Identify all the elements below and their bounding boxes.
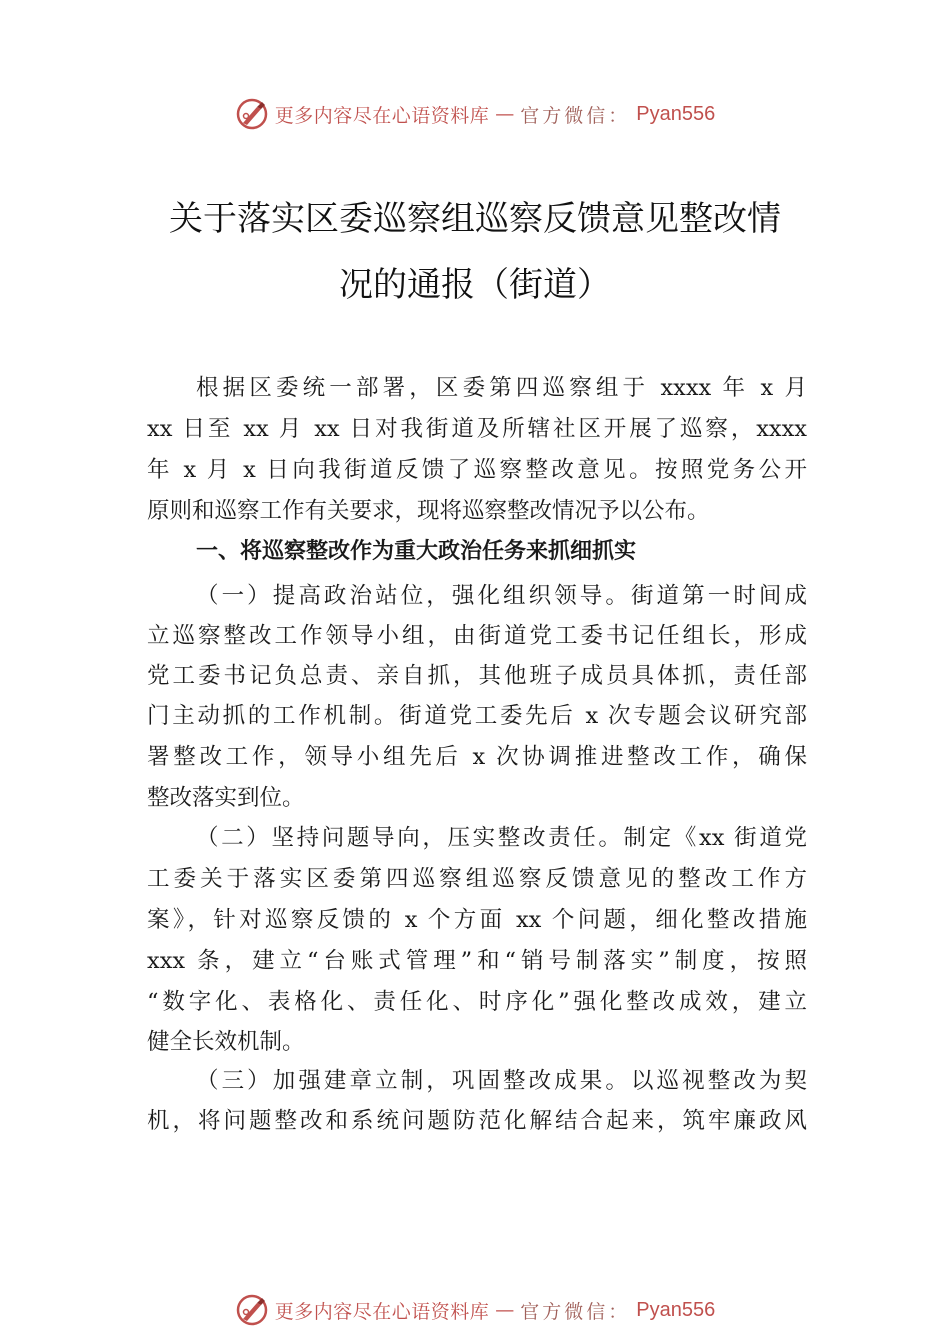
body-line: 党工委书记负总责、亲自抓，其他班子成员具体抓，责任部 (147, 663, 807, 689)
watermark-main-text: 更多内容尽在心语资料库 (274, 104, 490, 127)
body-line: （三）加强建章立制，巩固整改成果。以巡视整改为契 (196, 1068, 807, 1094)
body-line: 门主动抓的工作机制。街道党工委先后 x 次专题会议研究部 (147, 703, 807, 729)
body-line: xx 日至 xx 月 xx 日对我街道及所辖社区开展了巡察，xxxx (147, 416, 807, 442)
document-title-line-1: 关于落实区委巡察组巡察反馈意见整改情 (169, 199, 781, 239)
watermark-wechat-id: Pyan556 (636, 102, 716, 125)
body-line: 案》，针对巡察反馈的 x 个方面 xx 个问题，细化整改措施 (147, 907, 807, 933)
body-line: 原则和巡察工作有关要求，现将巡察整改情况予以公布。 (147, 498, 710, 524)
header-watermark (0, 94, 950, 134)
watermark-official-label: 官方微信： (520, 104, 631, 127)
body-line: 根据区委统一部署，区委第四巡察组于 xxxx 年 x 月 (196, 375, 807, 401)
watermark-official-label: 官方微信： (520, 1300, 631, 1323)
body-line: “数字化、表格化、责任化、时序化”强化整改成效，建立 (147, 989, 807, 1015)
body-line: 立巡察整改工作领导小组，由街道党工委书记任组长，形成 (147, 623, 807, 649)
body-line: 整改落实到位。 (147, 785, 305, 811)
body-line: 健全长效机制。 (147, 1029, 305, 1055)
document-title-line-2: 况的通报（街道） (339, 265, 611, 305)
pen-circle-logo-icon (235, 97, 269, 131)
pen-circle-logo-icon (235, 1293, 269, 1327)
footer-watermark (0, 1290, 950, 1330)
body-line: 机，将问题整改和系统问题防范化解结合起来，筑牢廉政风 (147, 1108, 807, 1134)
watermark-wechat-id: Pyan556 (636, 1298, 716, 1321)
watermark-dash: — (495, 1299, 515, 1321)
body-line: 署整改工作，领导小组先后 x 次协调推进整改工作，确保 (147, 744, 807, 770)
body-line: （二）坚持问题导向，压实整改责任。制定《xx 街道党 (196, 825, 807, 851)
section-heading-1: 一、将巡察整改作为重大政治任务来抓细抓实 (196, 539, 637, 564)
body-line: 年 x 月 x 日向我街道反馈了巡察整改意见。按照党务公开 (147, 457, 807, 483)
watermark-main-text: 更多内容尽在心语资料库 (274, 1300, 490, 1323)
watermark-dash: — (495, 103, 515, 125)
body-line: 工委关于落实区委第四巡察组巡察反馈意见的整改工作方 (147, 866, 807, 892)
body-line: xxx 条，建立“台账式管理”和“销号制落实”制度，按照 (147, 948, 807, 974)
body-line: （一）提高政治站位，强化组织领导。街道第一时间成 (196, 583, 807, 609)
